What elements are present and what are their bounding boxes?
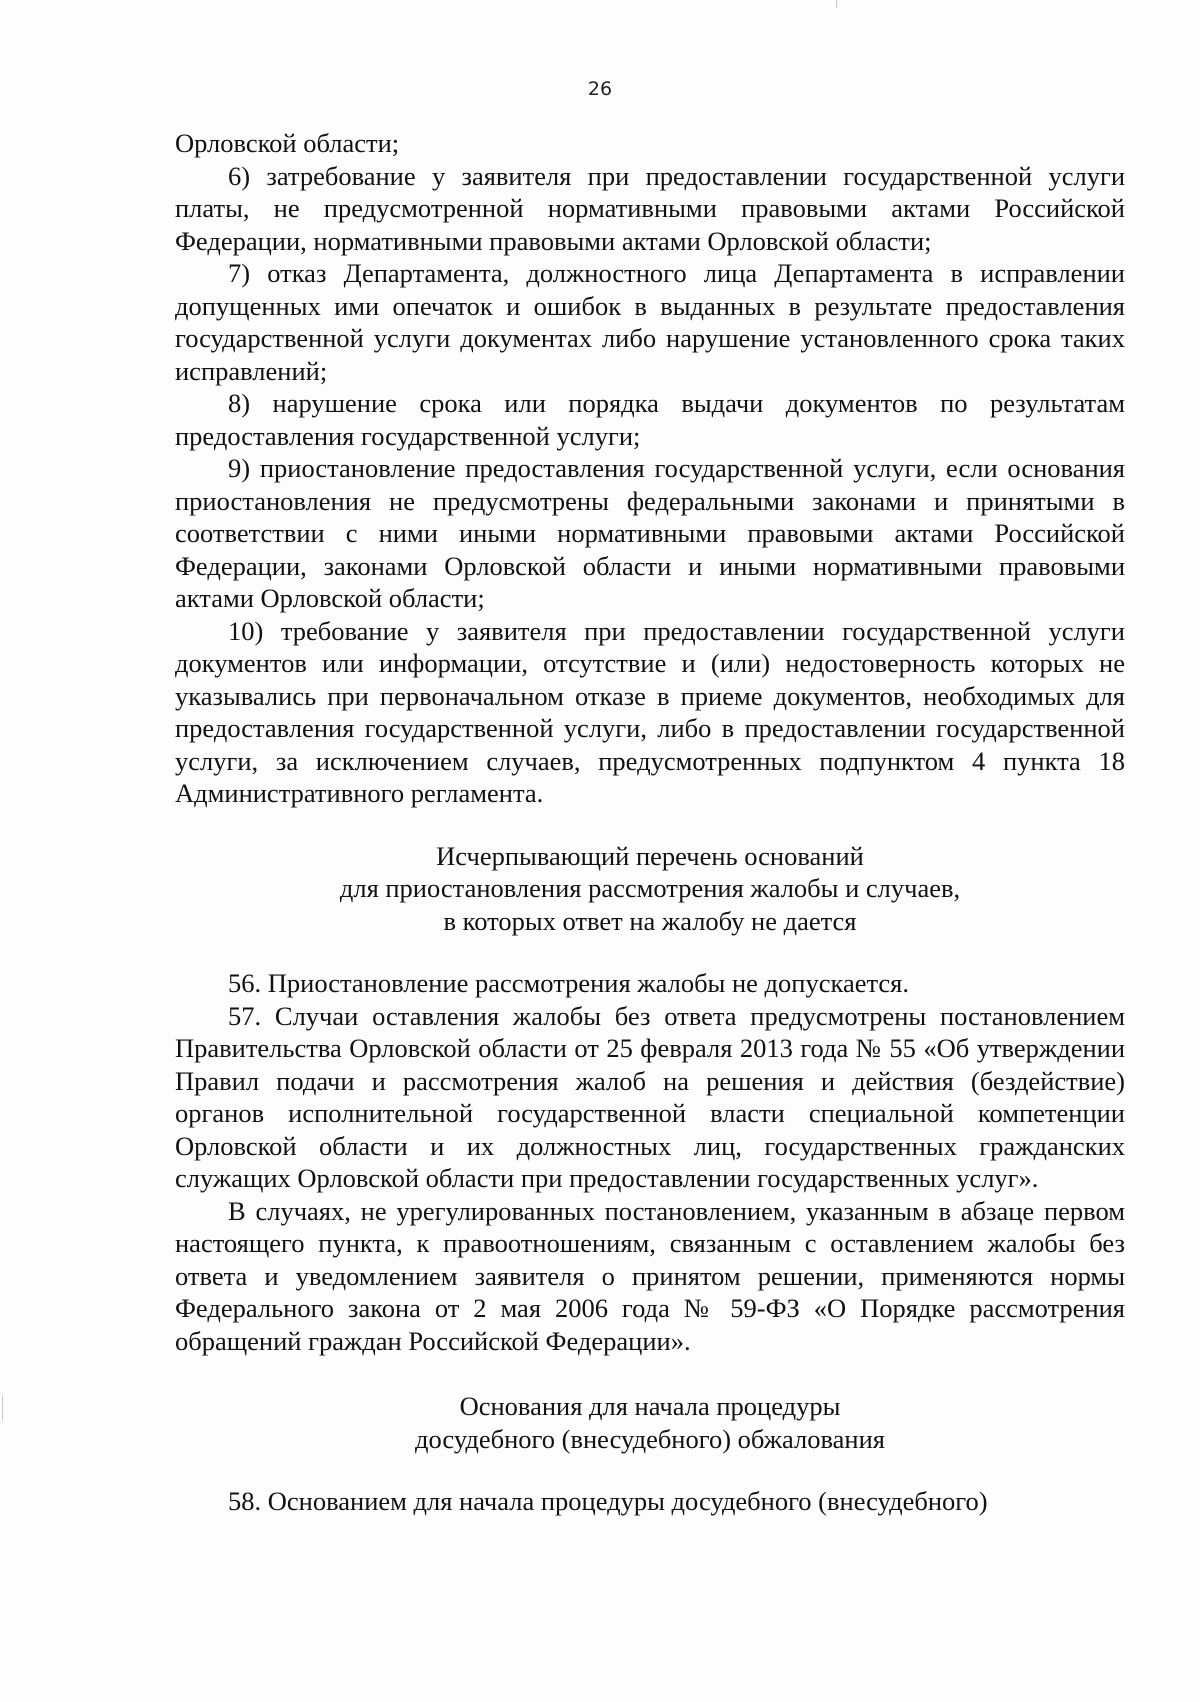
paragraph-item-7: 7) отказ Департамента, должностного лица Департамента в исправлении допущенных ими опечаток и ошибок в выданных в результате предоставления государственной услуги документах либо нарушение установленного срока таких исправлений;	[175, 258, 1125, 386]
heading-line: в которых ответ на жалобу не дается	[443, 905, 857, 936]
paragraph-item-10: 10) требование у заявителя при предоставлении государственной услуги документов или информации, отсутствие и (или) недостоверность которых не указывались при первоначальном отказе в приеме документов, необходимых для предоставления государственной услуги, либо в предоставлении государственной услуги, за исключением случаев, предусмотренных подпунктом 4 пункта 18 Административного регламента.	[175, 615, 1125, 808]
heading-line: для приостановления рассмотрения жалобы и случаев,	[339, 873, 961, 903]
paragraph-item-8: 8) нарушение срока или порядка выдачи документов по результатам предоставления государственной услуги;	[175, 388, 1125, 451]
paragraph-58: 58. Основанием для начала процедуры досудебного (внесудебного)	[228, 1486, 988, 1516]
paragraph-continuation: Орловской области;	[175, 128, 400, 158]
heading-line: Исчерпывающий перечень оснований	[436, 840, 864, 871]
paragraph-56: 56. Приостановление рассмотрения жалобы не допускается.	[228, 968, 909, 998]
paragraph-57: 57. Случаи оставления жалобы без ответа предусмотрены постановлением Правительства Орловской области от 25 февраля 2013 года № 55 «Об утверждении Правил подачи и рассмотрения жалоб на решения и действия (бездействие) органов исполнительной государственной власти специальной компетенции Орловской области и их должностных лиц, государственных гражданских служащих Орловской области при предоставлении государственных услуг».	[175, 1000, 1125, 1193]
section-heading-complaint-suspension	[175, 840, 1125, 938]
section-heading-appeal-grounds	[175, 1390, 1125, 1455]
heading-line: Основания для начала процедуры	[459, 1391, 841, 1421]
page-number: 26	[587, 78, 613, 100]
document-body	[175, 127, 1125, 1518]
heading-line: досудебного (внесудебного) обжалования	[415, 1423, 885, 1454]
paragraph-item-6: 6) затребование у заявителя при предоставлении государственной услуги платы, не предусмотренной нормативными правовыми актами Российской Федерации, нормативными правовыми актами Орловской области;	[175, 160, 1125, 256]
paragraph-57-second: В случаях, не урегулированных постановлением, указанным в абзаце первом настоящего пункта, к правоотношениям, связанным с оставлением жалобы без ответа и уведомлением заявителя о принятом решении, применяются нормы Федерального закона от 2 мая 2006 года № 59-ФЗ «О Порядке рассмотрения обращений граждан Российской Федерации».	[175, 1195, 1125, 1356]
paragraph-item-9: 9) приостановление предоставления государственной услуги, если основания приостановления не предусмотрены федеральными законами и принятыми в соответствии с ними иными нормативными правовыми актами Российской Федерации, законами Орловской области и иными нормативными правовыми актами Орловской области;	[175, 453, 1125, 613]
scan-artifact-top	[836, 0, 837, 8]
scan-artifact-left	[2, 1395, 3, 1421]
